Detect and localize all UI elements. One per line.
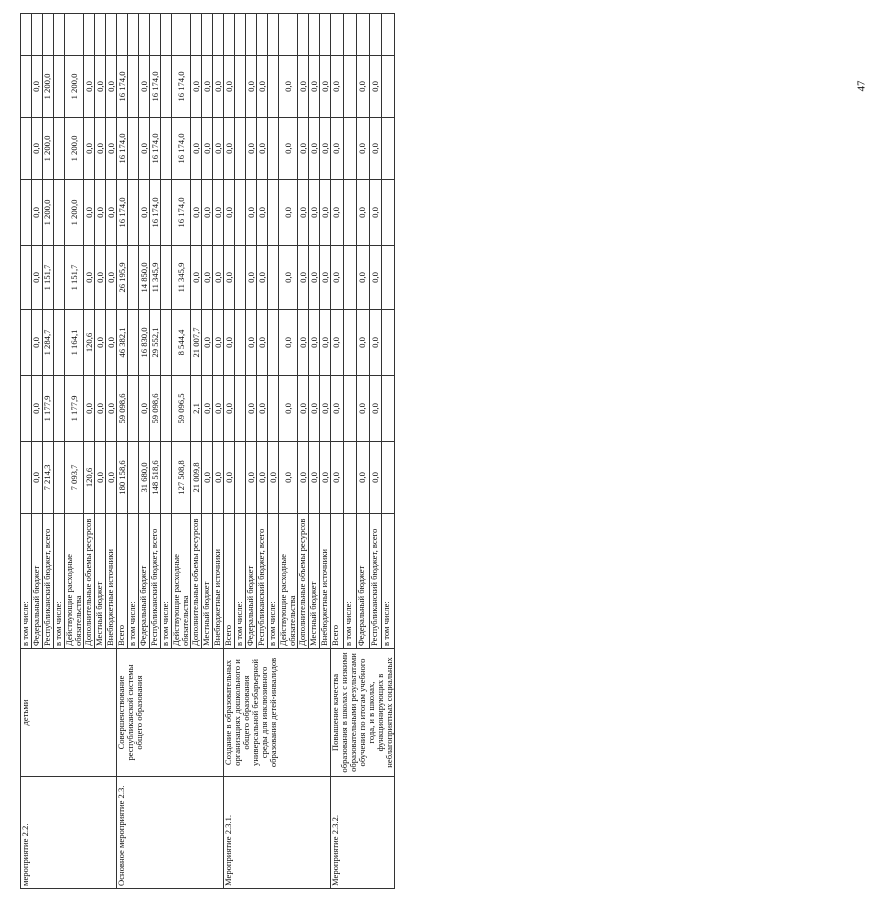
amount-cell: 0,0 <box>309 118 320 180</box>
amount-cell: 0,0 <box>213 246 224 310</box>
amount-cell <box>21 442 32 514</box>
amount-cell: 16 830,0 <box>139 310 150 376</box>
amount-cell <box>139 14 150 56</box>
amount-cell: 0,0 <box>106 376 117 442</box>
amount-cell: 0,0 <box>95 180 106 246</box>
amount-cell <box>95 14 106 56</box>
amount-cell: 0,0 <box>298 180 309 246</box>
amount-cell: 0,0 <box>84 118 95 180</box>
page-number: 47 <box>855 80 868 92</box>
funding-source-cell: Федеральный бюджет <box>356 514 369 649</box>
amount-cell <box>235 310 246 376</box>
amount-cell: 0,0 <box>257 310 268 376</box>
amount-cell <box>268 246 279 310</box>
amount-cell <box>21 118 32 180</box>
funding-source-cell: в том числе: <box>161 514 172 649</box>
event-name-cell: детьми <box>21 649 117 777</box>
amount-cell: 0,0 <box>369 118 382 180</box>
amount-cell <box>343 180 356 246</box>
amount-cell: 59 096,5 <box>172 376 191 442</box>
amount-cell <box>382 310 395 376</box>
amount-cell: 0,0 <box>139 118 150 180</box>
event-name-cell: Повышение качества образования в школах с низкими образовательными результатами обучения по итогам учебного года, и в школах, функционирующих в неблагоприятных социальных <box>331 649 395 777</box>
amount-cell: 0,0 <box>95 376 106 442</box>
amount-cell <box>65 14 84 56</box>
amount-cell <box>21 376 32 442</box>
funding-source-cell: в том числе: <box>235 514 246 649</box>
amount-cell: 0,0 <box>298 376 309 442</box>
amount-cell: 0,0 <box>369 56 382 118</box>
amount-cell <box>128 14 139 56</box>
amount-cell: 16 174,0 <box>150 118 161 180</box>
amount-cell: 0,0 <box>279 118 298 180</box>
amount-cell <box>128 118 139 180</box>
amount-cell: 0,0 <box>95 310 106 376</box>
amount-cell <box>382 118 395 180</box>
funding-source-cell: в том числе: <box>343 514 356 649</box>
table-row <box>224 14 235 889</box>
amount-cell: 16 174,0 <box>117 118 128 180</box>
amount-cell: 0,0 <box>106 56 117 118</box>
amount-cell: 0,0 <box>331 246 344 310</box>
amount-cell <box>343 56 356 118</box>
amount-cell: 0,0 <box>320 310 331 376</box>
amount-cell: 0,0 <box>257 56 268 118</box>
funding-source-cell: Местный бюджет <box>202 514 213 649</box>
amount-cell <box>32 14 43 56</box>
amount-cell: 0,0 <box>279 56 298 118</box>
amount-cell: 0,0 <box>224 442 235 514</box>
amount-cell: 120,6 <box>84 310 95 376</box>
amount-cell: 0,0 <box>257 246 268 310</box>
amount-cell <box>235 246 246 310</box>
amount-cell <box>161 14 172 56</box>
amount-cell: 0,0 <box>331 118 344 180</box>
amount-cell: 0,0 <box>224 246 235 310</box>
amount-cell <box>161 310 172 376</box>
amount-cell <box>343 442 356 514</box>
amount-cell: 1 284,7 <box>43 310 54 376</box>
amount-cell <box>161 376 172 442</box>
amount-cell: 0,0 <box>32 56 43 118</box>
amount-cell: 0,0 <box>95 118 106 180</box>
amount-cell <box>298 14 309 56</box>
funding-source-cell: в том числе: <box>268 514 279 649</box>
amount-cell: 1 177,9 <box>65 376 84 442</box>
amount-cell: 0,0 <box>139 56 150 118</box>
amount-cell <box>117 14 128 56</box>
amount-cell <box>21 56 32 118</box>
amount-cell: 0,0 <box>309 376 320 442</box>
amount-cell: 0,0 <box>309 180 320 246</box>
amount-cell: 0,0 <box>320 442 331 514</box>
amount-cell: 21 007,7 <box>191 310 202 376</box>
amount-cell <box>213 14 224 56</box>
amount-cell: 1 200,0 <box>65 56 84 118</box>
amount-cell: 11 345,9 <box>150 246 161 310</box>
amount-cell: 0,0 <box>84 56 95 118</box>
amount-cell: 0,0 <box>331 376 344 442</box>
funding-source-cell: Внебюджетные источники <box>320 514 331 649</box>
amount-cell: 0,0 <box>279 376 298 442</box>
amount-cell <box>161 56 172 118</box>
amount-cell: 0,0 <box>320 118 331 180</box>
amount-cell <box>268 180 279 246</box>
amount-cell: 0,0 <box>106 442 117 514</box>
amount-cell <box>161 246 172 310</box>
amount-cell <box>54 180 65 246</box>
amount-cell: 0,0 <box>268 442 279 514</box>
amount-cell <box>382 56 395 118</box>
amount-cell: 59 098,6 <box>150 376 161 442</box>
amount-cell: 1 177,9 <box>43 376 54 442</box>
amount-cell: 0,0 <box>309 310 320 376</box>
amount-cell: 0,0 <box>32 310 43 376</box>
amount-cell: 0,0 <box>32 376 43 442</box>
amount-cell <box>343 376 356 442</box>
amount-cell <box>21 310 32 376</box>
funding-source-cell: Действующие расходные обязательства <box>65 514 84 649</box>
amount-cell <box>382 376 395 442</box>
amount-cell: 0,0 <box>298 310 309 376</box>
funding-source-cell: Всего <box>117 514 128 649</box>
amount-cell: 0,0 <box>320 56 331 118</box>
amount-cell: 0,0 <box>356 118 369 180</box>
amount-cell: 0,0 <box>202 310 213 376</box>
document-page <box>20 14 895 886</box>
amount-cell <box>343 14 356 56</box>
amount-cell <box>268 376 279 442</box>
amount-cell <box>84 14 95 56</box>
amount-cell: 1 164,1 <box>65 310 84 376</box>
amount-cell <box>54 310 65 376</box>
amount-cell <box>161 180 172 246</box>
budget-table <box>20 13 395 889</box>
amount-cell: 0,0 <box>213 56 224 118</box>
amount-cell <box>172 14 191 56</box>
amount-cell <box>150 14 161 56</box>
amount-cell <box>128 442 139 514</box>
amount-cell <box>54 14 65 56</box>
amount-cell <box>43 14 54 56</box>
amount-cell: 0,0 <box>279 442 298 514</box>
amount-cell: 0,0 <box>298 442 309 514</box>
funding-source-cell: Республиканский бюджет, всего <box>257 514 268 649</box>
amount-cell: 0,0 <box>191 246 202 310</box>
amount-cell: 16 174,0 <box>150 56 161 118</box>
amount-cell: 0,0 <box>95 56 106 118</box>
amount-cell: 0,0 <box>32 442 43 514</box>
amount-cell: 1 151,7 <box>65 246 84 310</box>
amount-cell <box>268 56 279 118</box>
amount-cell: 0,0 <box>320 180 331 246</box>
table-body <box>21 14 395 889</box>
amount-cell: 16 174,0 <box>117 180 128 246</box>
amount-cell: 21 009,8 <box>191 442 202 514</box>
amount-cell: 0,0 <box>191 56 202 118</box>
amount-cell <box>257 14 268 56</box>
amount-cell: 0,0 <box>257 442 268 514</box>
amount-cell <box>382 442 395 514</box>
amount-cell: 0,0 <box>246 56 257 118</box>
amount-cell: 0,0 <box>369 310 382 376</box>
amount-cell <box>279 14 298 56</box>
amount-cell: 180 158,6 <box>117 442 128 514</box>
amount-cell <box>54 442 65 514</box>
funding-source-cell: Внебюджетные источники <box>213 514 224 649</box>
amount-cell: 1 200,0 <box>65 180 84 246</box>
amount-cell: 0,0 <box>331 56 344 118</box>
funding-source-cell: Федеральный бюджет <box>32 514 43 649</box>
amount-cell: 0,0 <box>298 56 309 118</box>
funding-source-cell: Местный бюджет <box>95 514 106 649</box>
amount-cell: 0,0 <box>356 180 369 246</box>
amount-cell: 0,0 <box>257 376 268 442</box>
amount-cell: 1 200,0 <box>43 180 54 246</box>
funding-source-cell: Дополнительные объемы ресурсов <box>191 514 202 649</box>
amount-cell: 11 345,9 <box>172 246 191 310</box>
funding-source-cell: в том числе: <box>21 514 32 649</box>
amount-cell: 148 518,6 <box>150 442 161 514</box>
amount-cell: 0,0 <box>331 310 344 376</box>
amount-cell: 0,0 <box>213 310 224 376</box>
amount-cell <box>382 14 395 56</box>
amount-cell <box>21 246 32 310</box>
amount-cell: 2,1 <box>191 376 202 442</box>
amount-cell: 0,0 <box>32 180 43 246</box>
amount-cell: 16 174,0 <box>172 180 191 246</box>
amount-cell <box>369 14 382 56</box>
amount-cell <box>235 118 246 180</box>
funding-source-cell: Всего <box>224 514 235 649</box>
event-number-cell: Основное мероприятие 2.3. <box>117 777 224 889</box>
amount-cell <box>235 14 246 56</box>
amount-cell <box>268 14 279 56</box>
amount-cell <box>128 56 139 118</box>
amount-cell: 0,0 <box>224 56 235 118</box>
event-number-cell: Мероприятие 2.3.2. <box>331 777 395 889</box>
amount-cell: 0,0 <box>139 376 150 442</box>
amount-cell: 0,0 <box>224 118 235 180</box>
event-name-cell: Создание в образовательных организациях дошкольного и общего образования универсальной безбарьерной среды для инклюзивного образования детей-инвалидов <box>224 649 331 777</box>
amount-cell: 0,0 <box>309 442 320 514</box>
amount-cell: 0,0 <box>257 118 268 180</box>
amount-cell: 0,0 <box>279 246 298 310</box>
amount-cell <box>382 180 395 246</box>
amount-cell: 14 850,0 <box>139 246 150 310</box>
amount-cell <box>128 180 139 246</box>
event-number-cell: Мероприятие 2.3.1. <box>224 777 331 889</box>
rotated-table-area <box>20 14 615 889</box>
amount-cell: 16 174,0 <box>172 56 191 118</box>
funding-source-cell: Дополнительные объемы ресурсов <box>84 514 95 649</box>
amount-cell: 0,0 <box>331 180 344 246</box>
amount-cell: 0,0 <box>84 180 95 246</box>
amount-cell <box>224 14 235 56</box>
amount-cell: 1 200,0 <box>65 118 84 180</box>
amount-cell: 0,0 <box>279 180 298 246</box>
amount-cell: 26 195,9 <box>117 246 128 310</box>
amount-cell <box>246 14 257 56</box>
amount-cell <box>54 118 65 180</box>
amount-cell <box>161 118 172 180</box>
funding-source-cell: Дополнительные объемы ресурсов <box>298 514 309 649</box>
amount-cell: 0,0 <box>84 246 95 310</box>
amount-cell: 0,0 <box>320 246 331 310</box>
funding-source-cell: в том числе: <box>382 514 395 649</box>
amount-cell: 0,0 <box>213 376 224 442</box>
funding-source-cell: в том числе: <box>128 514 139 649</box>
amount-cell: 16 174,0 <box>117 56 128 118</box>
amount-cell: 0,0 <box>95 442 106 514</box>
amount-cell: 0,0 <box>246 310 257 376</box>
amount-cell: 0,0 <box>356 376 369 442</box>
amount-cell: 0,0 <box>213 180 224 246</box>
amount-cell <box>235 376 246 442</box>
amount-cell <box>191 14 202 56</box>
amount-cell: 0,0 <box>202 56 213 118</box>
funding-source-cell: Действующие расходные обязательства <box>172 514 191 649</box>
funding-source-cell: Внебюджетные источники <box>106 514 117 649</box>
amount-cell: 120,6 <box>84 442 95 514</box>
amount-cell: 59 098,6 <box>117 376 128 442</box>
amount-cell: 0,0 <box>279 310 298 376</box>
amount-cell <box>268 310 279 376</box>
amount-cell: 0,0 <box>213 118 224 180</box>
amount-cell: 0,0 <box>246 180 257 246</box>
amount-cell <box>268 118 279 180</box>
amount-cell: 16 174,0 <box>172 118 191 180</box>
amount-cell: 0,0 <box>202 180 213 246</box>
funding-source-cell: Действующие расходные обязательства <box>279 514 298 649</box>
amount-cell: 46 382,1 <box>117 310 128 376</box>
amount-cell <box>106 14 117 56</box>
amount-cell: 0,0 <box>356 310 369 376</box>
funding-source-cell: в том числе: <box>54 514 65 649</box>
amount-cell: 0,0 <box>224 376 235 442</box>
amount-cell: 0,0 <box>202 376 213 442</box>
amount-cell: 0,0 <box>224 180 235 246</box>
amount-cell <box>21 180 32 246</box>
funding-source-cell: Республиканский бюджет, всего <box>369 514 382 649</box>
amount-cell: 0,0 <box>191 118 202 180</box>
amount-cell: 31 680,0 <box>139 442 150 514</box>
amount-cell: 0,0 <box>84 376 95 442</box>
amount-cell: 0,0 <box>139 180 150 246</box>
amount-cell: 29 552,1 <box>150 310 161 376</box>
amount-cell <box>54 56 65 118</box>
amount-cell: 0,0 <box>246 442 257 514</box>
amount-cell <box>128 376 139 442</box>
amount-cell: 0,0 <box>298 118 309 180</box>
amount-cell: 1 151,7 <box>43 246 54 310</box>
amount-cell: 0,0 <box>257 180 268 246</box>
amount-cell <box>382 246 395 310</box>
amount-cell <box>343 246 356 310</box>
amount-cell: 1 200,0 <box>43 56 54 118</box>
amount-cell <box>54 246 65 310</box>
amount-cell: 0,0 <box>202 246 213 310</box>
amount-cell <box>235 56 246 118</box>
amount-cell: 0,0 <box>106 246 117 310</box>
amount-cell: 0,0 <box>224 310 235 376</box>
funding-source-cell: Республиканский бюджет, всего <box>150 514 161 649</box>
amount-cell: 0,0 <box>369 442 382 514</box>
amount-cell <box>161 442 172 514</box>
amount-cell: 0,0 <box>320 376 331 442</box>
amount-cell: 0,0 <box>106 310 117 376</box>
amount-cell <box>331 14 344 56</box>
amount-cell: 0,0 <box>202 118 213 180</box>
amount-cell <box>343 310 356 376</box>
funding-source-cell: Всего <box>331 514 344 649</box>
amount-cell <box>128 246 139 310</box>
amount-cell: 0,0 <box>298 246 309 310</box>
funding-source-cell: Местный бюджет <box>309 514 320 649</box>
amount-cell <box>21 14 32 56</box>
amount-cell: 0,0 <box>246 246 257 310</box>
amount-cell: 0,0 <box>331 442 344 514</box>
amount-cell: 1 200,0 <box>43 118 54 180</box>
event-name-cell: Совершенствование республиканской системы общего образования <box>117 649 224 777</box>
amount-cell: 0,0 <box>309 56 320 118</box>
amount-cell: 0,0 <box>32 246 43 310</box>
amount-cell: 0,0 <box>369 180 382 246</box>
amount-cell <box>309 14 320 56</box>
amount-cell <box>128 310 139 376</box>
amount-cell <box>202 14 213 56</box>
event-number-cell: мероприятие 2.2. <box>21 777 117 889</box>
table-row <box>21 14 32 889</box>
amount-cell: 0,0 <box>32 118 43 180</box>
amount-cell: 0,0 <box>369 376 382 442</box>
amount-cell: 8 544,4 <box>172 310 191 376</box>
amount-cell <box>54 376 65 442</box>
table-row <box>331 14 344 889</box>
amount-cell: 127 508,8 <box>172 442 191 514</box>
amount-cell: 0,0 <box>356 442 369 514</box>
amount-cell: 0,0 <box>356 56 369 118</box>
amount-cell: 0,0 <box>356 246 369 310</box>
amount-cell <box>320 14 331 56</box>
amount-cell: 0,0 <box>369 246 382 310</box>
amount-cell: 0,0 <box>95 246 106 310</box>
funding-source-cell: Республиканский бюджет, всего <box>43 514 54 649</box>
amount-cell: 0,0 <box>246 376 257 442</box>
amount-cell: 16 174,0 <box>150 180 161 246</box>
amount-cell <box>356 14 369 56</box>
amount-cell: 7 214,3 <box>43 442 54 514</box>
funding-source-cell: Федеральный бюджет <box>246 514 257 649</box>
table-row <box>117 14 128 889</box>
funding-source-cell: Федеральный бюджет <box>139 514 150 649</box>
amount-cell: 0,0 <box>106 180 117 246</box>
amount-cell <box>235 442 246 514</box>
amount-cell: 0,0 <box>246 118 257 180</box>
amount-cell: 0,0 <box>202 442 213 514</box>
amount-cell: 0,0 <box>191 180 202 246</box>
amount-cell <box>235 180 246 246</box>
amount-cell: 0,0 <box>213 442 224 514</box>
amount-cell: 0,0 <box>309 246 320 310</box>
amount-cell: 0,0 <box>106 118 117 180</box>
amount-cell <box>343 118 356 180</box>
amount-cell: 7 093,7 <box>65 442 84 514</box>
